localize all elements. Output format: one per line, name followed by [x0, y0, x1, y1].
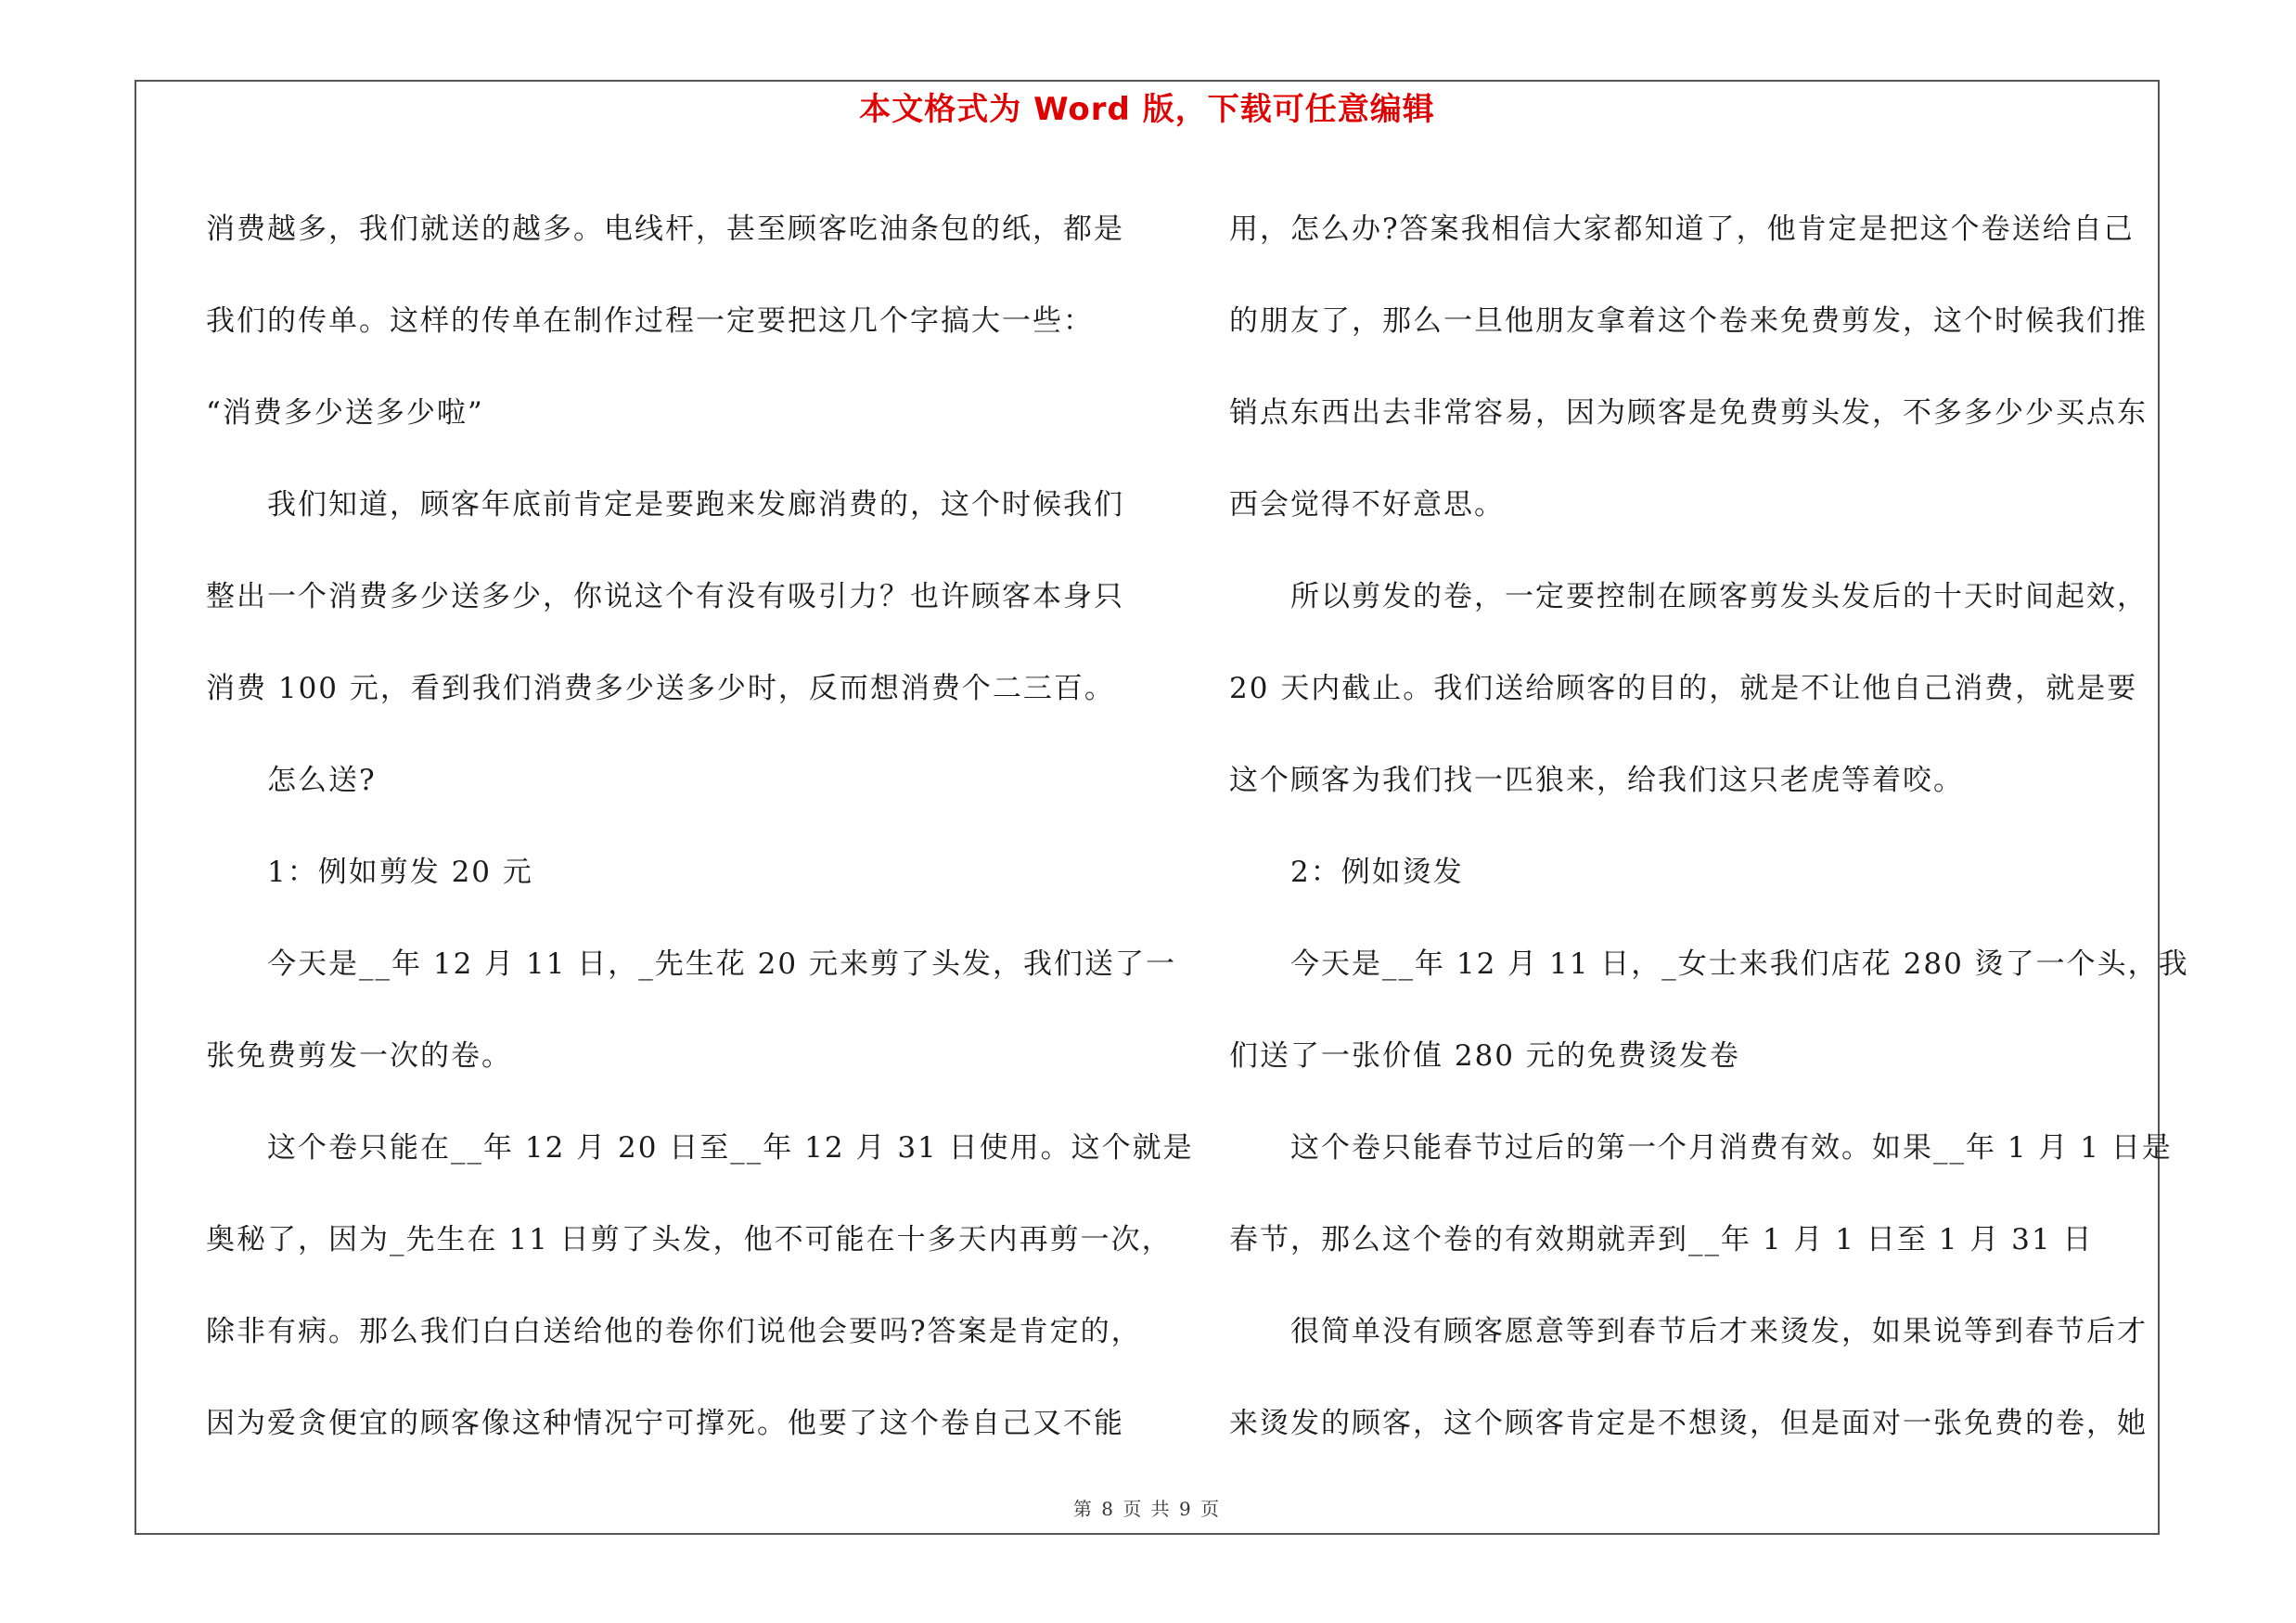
text-line: 用，怎么办?答案我相信大家都知道了，他肯定是把这个卷送给自己: [1229, 213, 2135, 246]
text-line: “消费多少送多少啦”: [206, 396, 484, 430]
text-line: 我们的传单。这样的传单在制作过程一定要把这几个字搞大一些：: [206, 304, 1094, 338]
text-line: 张免费剪发一次的卷。: [206, 1039, 512, 1073]
text-line: 来烫发的顾客，这个顾客肯定是不想烫，但是面对一张免费的卷，她: [1229, 1407, 2148, 1440]
text-line: 消费越多，我们就送的越多。电线杆，甚至顾客吃油条包的纸，都是: [206, 213, 1124, 246]
text-line: 今天是__年 12 月 11 日，_先生花 20 元来剪了头发，我们送了一: [267, 947, 1176, 981]
text-line: 春节，那么这个卷的有效期就弄到__年 1 月 1 日至 1 月 31 日: [1229, 1223, 2094, 1256]
text-line: 怎么送?: [267, 764, 377, 797]
text-line: 销点东西出去非常容易，因为顾客是免费剪头发，不多多少少买点东: [1229, 396, 2148, 430]
text-line: 因为爱贪便宜的顾客像这种情况宁可撑死。他要了这个卷自己又不能: [206, 1407, 1124, 1440]
text-line: 的朋友了，那么一旦他朋友拿着这个卷来免费剪发，这个时候我们推: [1229, 304, 2148, 338]
text-line: 我们知道，顾客年底前肯定是要跑来发廊消费的，这个时候我们: [267, 488, 1124, 522]
text-line: 今天是__年 12 月 11 日，_女士来我们店花 280 烫了一个头，我: [1290, 947, 2189, 981]
text-line: 们送了一张价值 280 元的免费烫发卷: [1229, 1039, 1740, 1073]
text-line: 这个顾客为我们找一匹狼来，给我们这只老虎等着咬。: [1229, 764, 1964, 797]
text-line: 奥秘了，因为_先生在 11 日剪了头发，他不可能在十多天内再剪一次，: [206, 1223, 1173, 1256]
page-number: 第 8 页 共 9 页: [1072, 1498, 1222, 1520]
left-column: [206, 184, 1194, 1470]
text-line: 所以剪发的卷，一定要控制在顾客剪发头发后的十天时间起效，: [1290, 580, 2148, 613]
text-line: 这个卷只能春节过后的第一个月消费有效。如果__年 1 月 1 日是: [1290, 1131, 2173, 1165]
text-line: 2：例如烫发: [1290, 856, 1464, 889]
text-line: 1：例如剪发 20 元: [267, 856, 533, 889]
text-line: 西会觉得不好意思。: [1229, 488, 1505, 522]
text-line: 除非有病。那么我们白白送给他的卷你们说他会要吗?答案是肯定的，: [206, 1315, 1142, 1348]
right-column: [1229, 184, 2189, 1470]
text-line: 整出一个消费多少送多少，你说这个有没有吸引力？也许顾客本身只: [206, 580, 1124, 613]
text-line: 这个卷只能在__年 12 月 20 日至__年 12 月 31 日使用。这个就是: [267, 1131, 1194, 1165]
text-line: 很简单没有顾客愿意等到春节后才来烫发，如果说等到春节后才: [1290, 1315, 2148, 1348]
word-format-banner: 本文格式为 Word 版，下载可任意编辑: [859, 91, 1435, 128]
text-line: 消费 100 元，看到我们消费多少送多少时，反而想消费个二三百。: [206, 672, 1115, 705]
text-line: 20 天内截止。我们送给顾客的目的，就是不让他自己消费，就是要: [1229, 672, 2138, 705]
